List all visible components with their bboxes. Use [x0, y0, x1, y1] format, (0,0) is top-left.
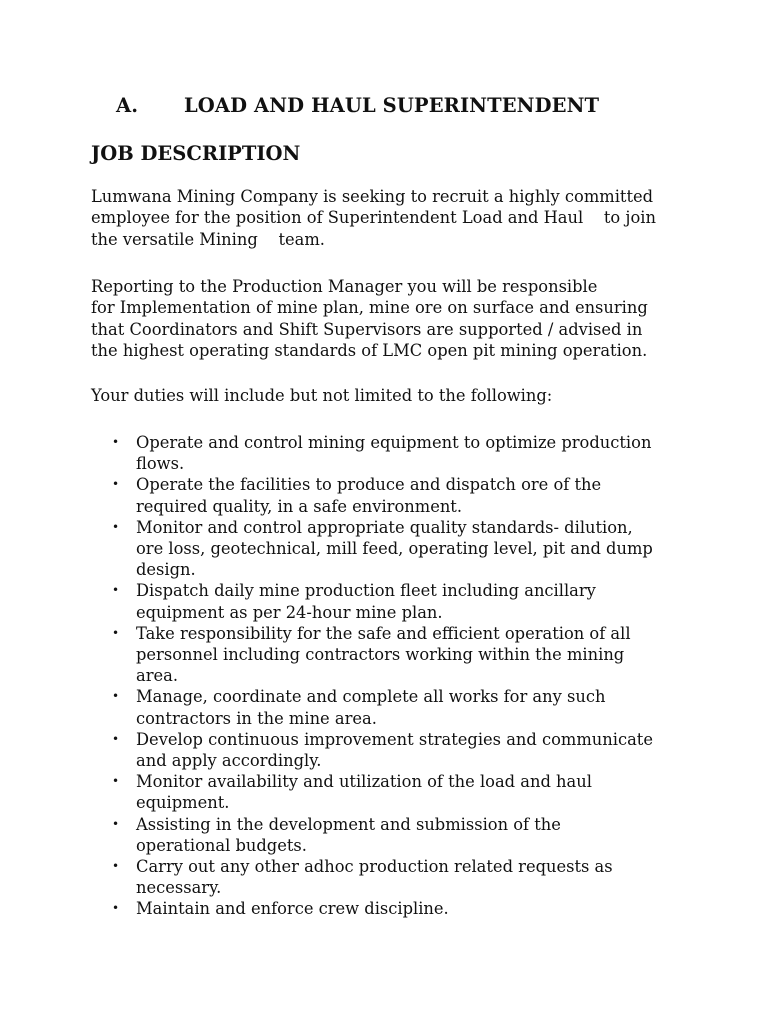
- bullet-icon: •: [112, 435, 120, 449]
- duty-line: contractors in the mine area.: [136, 708, 377, 728]
- duty-list-item: [91, 432, 711, 474]
- duty-list-item: [91, 898, 711, 919]
- duty-line: Carry out any other adhoc production related requests as: [136, 857, 613, 877]
- duty-line: Manage, coordinate and complete all works for any such: [136, 687, 606, 707]
- bullet-icon: •: [112, 625, 120, 640]
- paragraph-line: employee for the position of Superintendent Load and Haul to join: [91, 208, 656, 228]
- section-letter: A.: [116, 94, 139, 117]
- bullet-icon: •: [112, 859, 120, 874]
- bullet-icon: •: [112, 774, 120, 789]
- duty-list-item: [91, 729, 711, 771]
- bullet-icon: •: [112, 816, 120, 831]
- paragraph-line: Lumwana Mining Company is seeking to recruit a highly committed: [91, 187, 654, 206]
- duty-line: Operate and control mining equipment to optimize production: [136, 433, 652, 452]
- duty-line: ore loss, geotechnical, mill feed, operating level, pit and dump: [136, 539, 653, 559]
- duty-line: Develop continuous improvement strategies and communicate: [136, 729, 653, 749]
- section-title: LOAD AND HAUL SUPERINTENDENT: [184, 94, 600, 117]
- duty-list-item: [91, 771, 711, 813]
- paragraph-line: the highest operating standards of LMC open pit mining operation.: [91, 340, 648, 360]
- duty-list-item: [91, 686, 711, 728]
- duty-line: area.: [136, 666, 179, 686]
- duty-line: Take responsibility for the safe and efficient operation of all: [136, 623, 631, 643]
- duty-line: Assisting in the development and submission of the: [136, 814, 561, 834]
- bullet-icon: •: [112, 519, 120, 534]
- duty-list-item: [91, 580, 711, 622]
- paragraph-line: Reporting to the Production Manager you will be responsible: [91, 277, 598, 296]
- bullet-icon: •: [112, 689, 120, 704]
- duty-list-item: [91, 474, 711, 516]
- duty-line: necessary.: [136, 878, 222, 898]
- duty-line: Monitor and control appropriate quality standards- dilution,: [136, 517, 633, 537]
- duty-list-item: [91, 814, 711, 856]
- duty-line: design.: [136, 560, 196, 580]
- paragraph-line: that Coordinators and Shift Supervisors are supported / advised in: [91, 319, 643, 339]
- duty-list-item: [91, 517, 711, 581]
- duty-line: and apply accordingly.: [136, 751, 322, 771]
- paragraph-line: Your duties will include but not limited to the following:: [91, 386, 553, 405]
- duty-line: operational budgets.: [136, 835, 307, 855]
- duty-line: Monitor availability and utilization of the load and haul: [136, 772, 592, 792]
- duty-line: personnel including contractors working within the mining: [136, 645, 625, 665]
- duty-line: Operate the facilities to produce and dispatch ore of the: [136, 475, 602, 495]
- bullet-icon: •: [112, 583, 120, 598]
- duty-line: equipment.: [136, 793, 230, 813]
- job-description-heading: JOB DESCRIPTION: [91, 142, 301, 165]
- section-heading: [116, 94, 599, 117]
- paragraph-line: for Implementation of mine plan, mine ore on surface and ensuring: [91, 298, 648, 318]
- intro-paragraph: [91, 186, 691, 250]
- paragraph-line: the versatile Mining team.: [91, 229, 325, 249]
- bullet-icon: •: [112, 731, 120, 746]
- duties-intro: [91, 385, 691, 406]
- duty-line: required quality, in a safe environment.: [136, 496, 463, 516]
- reporting-paragraph: [91, 276, 691, 361]
- duty-list-item: [91, 623, 711, 687]
- duty-list-item: [91, 856, 711, 898]
- bullet-icon: •: [112, 477, 120, 492]
- duty-line: flows.: [136, 454, 185, 474]
- duty-line: Maintain and enforce crew discipline.: [136, 899, 449, 919]
- duty-line: Dispatch daily mine production fleet including ancillary: [136, 581, 596, 601]
- bullet-icon: •: [112, 901, 120, 916]
- duty-line: equipment as per 24-hour mine plan.: [136, 602, 443, 622]
- duties-list: [91, 432, 711, 920]
